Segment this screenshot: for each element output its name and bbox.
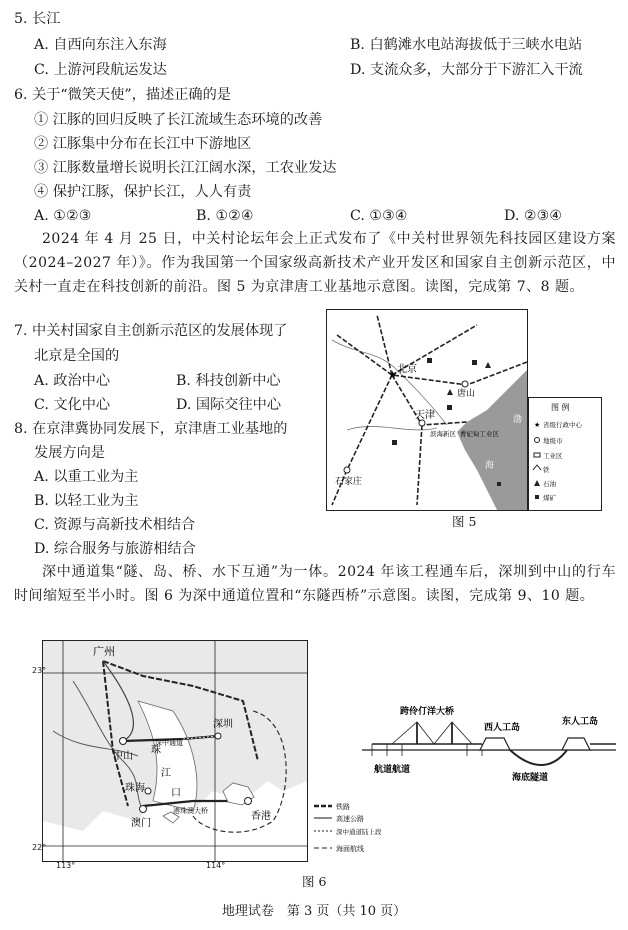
legend-iron-icon [533,465,541,470]
q8-stem-line1: 8. 在京津冀协同发展下，京津唐工业基地的 [14,421,288,437]
industry-marker-icon [447,405,452,410]
oil-marker-icon [485,362,491,368]
legend-title: 图 例 [551,403,570,412]
industry-marker-icon [392,440,397,445]
label-shenzhen: 深圳 [213,719,233,730]
legend-prefecture-city: 地级市 [543,437,563,445]
q7-option-b: B. 科技创新中心 [176,373,281,389]
label-lat-23: 23° [32,666,47,675]
label-channel: 航道航道 [374,765,411,775]
q7-option-d: D. 国际交往中心 [176,397,282,413]
q8-option-d: D. 综合服务与旅游相结合 [34,541,196,557]
figure-6-profile [362,700,616,790]
q6-statement-1: ① 江豚的回归反映了长江流域生态环境的改善 [34,112,323,128]
label-lon-113: 113° [56,861,76,870]
city-dot-icon [245,798,252,805]
q7-option-a: A. 政治中心 [34,373,111,389]
figure-6-map [42,640,308,862]
q6-option-c: C. ①③④ [350,208,408,224]
city-dot-icon [344,467,350,473]
label-zhu: 珠 [151,745,161,756]
q6-option-d: D. ②③④ [504,208,563,224]
river [347,426,437,430]
city-dot-icon [140,806,147,813]
q5-stem: 5. 长江 [14,11,61,27]
label-tangshan: 唐山 [457,389,476,399]
figure-6-profile-svg [362,700,616,790]
city-dot-icon [462,381,468,387]
undersea-tunnel [510,750,567,765]
q6-option-a: A. ①②③ [34,208,92,224]
passage-zhongguancun: 2024 年 4 月 25 日，中关村论坛年会上正式发布了《中关村世界领先科技园区建设方案（2024–2027 年）》。作为我国第一个国家级高新技术产业开发区和国家自主创新示范区，中关村一直走在科技创新的前沿。图 5 为京津唐工业基地示意图。读图，完成第 7、8 题。 [14,231,616,295]
figure-5-caption: 图 5 [452,514,477,529]
legend-coal-icon [535,495,539,499]
label-sea-hai: 海 [485,461,495,471]
label-shijiazhuang: 石家庄 [335,477,363,487]
railway [417,425,422,505]
legend-city-icon [535,438,540,443]
label-hzm-bridge: 港珠澳大桥 [173,807,208,815]
label-macau: 澳门 [131,818,151,829]
figure-6-caption: 图 6 [302,874,327,889]
legend-industrial-zone-icon [534,453,540,457]
q7-stem-line1: 7. 中关村国家自主创新示范区的发展体现了 [14,323,288,339]
label-sea-bo: 渤 [513,415,523,425]
figure-5-legend [528,397,602,511]
figure-5-svg [327,310,527,510]
figure-6-legend-svg [312,800,382,860]
label-bridge: 跨伶仃洋大桥 [400,707,455,717]
legend-sea-route: 海面航线 [336,845,364,853]
label-jiang: 江 [161,768,171,779]
q8-option-b: B. 以轻工业为主 [34,493,139,509]
legend-railway: 铁路 [336,803,350,811]
q6-stem: 6. 关于“微笑天使”，描述正确的是 [14,87,231,103]
legend-coal: 煤矿 [543,494,556,502]
label-west-island: 西人工岛 [484,723,521,733]
bridge-pylons [417,722,452,744]
q7-option-c: C. 文化中心 [34,397,111,413]
figure-6-svg [43,641,307,861]
q7-stem-line2: 北京是全国的 [34,348,120,364]
label-east-island: 东人工岛 [562,717,599,727]
legend-capital-icon: ★ [534,421,541,429]
legend-iron: 铁 [543,466,550,474]
west-island [480,738,510,750]
east-island [562,738,590,750]
figure-5-legend-svg [529,398,601,510]
capital-star-icon: ★ [388,370,397,381]
legend-industrial-zone: 工业区 [543,452,563,460]
page-footer: 地理试卷 第 3 页（共 10 页） [221,904,407,919]
q5-option-d: D. 支流众多，大部分于下游汇入干流 [350,62,583,78]
label-hongkong: 香港 [251,811,271,822]
label-zhuhai: 珠海 [125,783,145,794]
figure-5-map [326,309,528,511]
q8-option-c: C. 资源与高新技术相结合 [34,517,196,533]
city-dot-icon [145,788,151,794]
figure-6-legend [312,800,382,860]
label-tianjin: 天津 [415,410,435,421]
q5-option-a: A. 自西向东注入东海 [34,37,167,53]
label-lat-22: 22° [32,843,47,852]
legend-oil-icon [534,480,540,486]
q8-option-a: A. 以重工业为主 [34,469,139,485]
label-lon-114: 114° [206,861,226,870]
label-shenzhong-channel: 深中通道 [155,739,183,747]
q6-statement-3: ③ 江豚数量增长说明长江江阔水深，工农业发达 [34,160,337,176]
oil-marker-icon [447,389,453,395]
legend-oil: 石油 [543,480,556,488]
q6-option-b: B. ①②④ [196,208,254,224]
legend-provincial-capital: 省级行政中心 [543,421,582,429]
q5-option-b: B. 白鹤滩水电站海拔低于三峡水电站 [350,37,583,53]
label-tunnel: 海底隧道 [512,773,549,783]
label-zhongshan: 中山 [113,751,133,762]
q6-statement-2: ② 江豚集中分布在长江中下游地区 [34,136,252,152]
label-kou: 口 [171,788,181,799]
coal-marker-icon [497,482,501,486]
bridge-cables [392,722,472,744]
q5-option-c: C. 上游河段航运发达 [34,62,167,78]
railway [332,470,347,505]
label-beijing: 北京 [397,364,417,375]
industry-marker-icon [472,360,477,365]
label-caofeidian: 曹妃甸工业区 [460,430,499,438]
city-dot-icon [215,733,221,739]
railway [347,375,392,470]
legend-land-section: 深中通道陆上段 [336,828,382,836]
industry-marker-icon [427,358,432,363]
passage-shenzhong: 深中通道集“隧、岛、桥、水下互通”为一体。2024 年该工程通车后，深圳到中山的行车时间缩短至半小时。图 6 为深中通道位置和“东隧西桥”示意图。读图，完成第 9、10 题。 [14,564,616,604]
city-dot-icon [120,738,127,745]
label-guangzhou: 广州 [93,645,115,658]
label-binhai: 滨海新区 [430,430,456,438]
legend-highway: 高速公路 [336,815,364,823]
q6-statement-4: ④ 保护江豚，保护长江，人人有责 [34,184,252,200]
q8-stem-line2: 发展方向是 [34,445,105,461]
